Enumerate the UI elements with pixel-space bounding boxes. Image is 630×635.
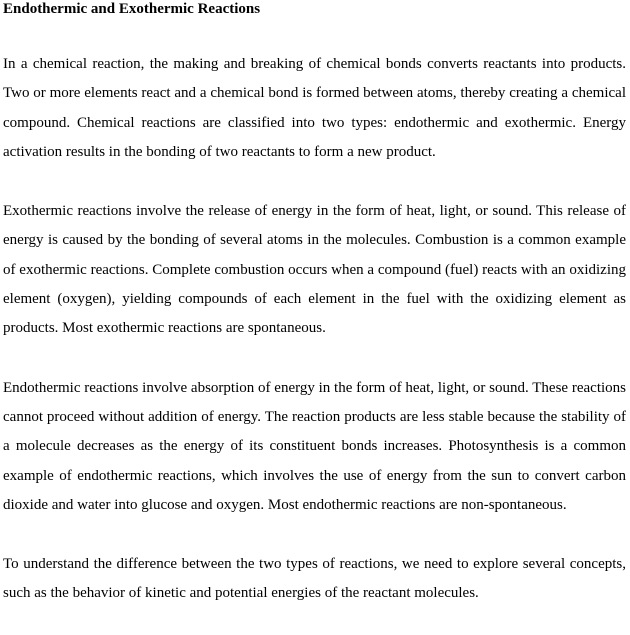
paragraph-intro: In a chemical reaction, the making and breaking of chemical bonds converts reactants into products. Two or more elements react and a chemical bond is formed between atoms, thereby creating a chemical compound. Chemical reactions are classified into two types: endothermic and exothermic. Energy activation results in the bonding of two reactants to form a new product. [3, 56, 626, 160]
paragraph-conclusion: To understand the difference between the two types of reactions, we need to explore several concepts, such as the behavior of kinetic and potential energies of the reactant molecules. [3, 556, 626, 602]
paragraph-endothermic: Endothermic reactions involve absorption of energy in the form of heat, light, or sound. These reactions cannot proceed without addition of energy. The reaction products are less stable because the stability of a molecule decreases as the energy of its constituent bonds increases. Photosynthesis is a common example of endothermic reactions, which involves the use of energy from the sun to convert carbon dioxide and water into glucose and oxygen. Most endothermic reactions are non-spontaneous. [3, 379, 626, 513]
document-title: Endothermic and Exothermic Reactions [3, 1, 261, 17]
paragraph-exothermic: Exothermic reactions involve the release of energy in the form of heat, light, or sound. This release of energy is caused by the bonding of several atoms in the molecules. Combustion is a common example of exothermic reactions. Complete combustion occurs when a compound (fuel) reacts with an oxidizing element (oxygen), yielding compounds of each element in the fuel with the oxidizing element as products. Most exothermic reactions are spontaneous. [3, 203, 626, 337]
